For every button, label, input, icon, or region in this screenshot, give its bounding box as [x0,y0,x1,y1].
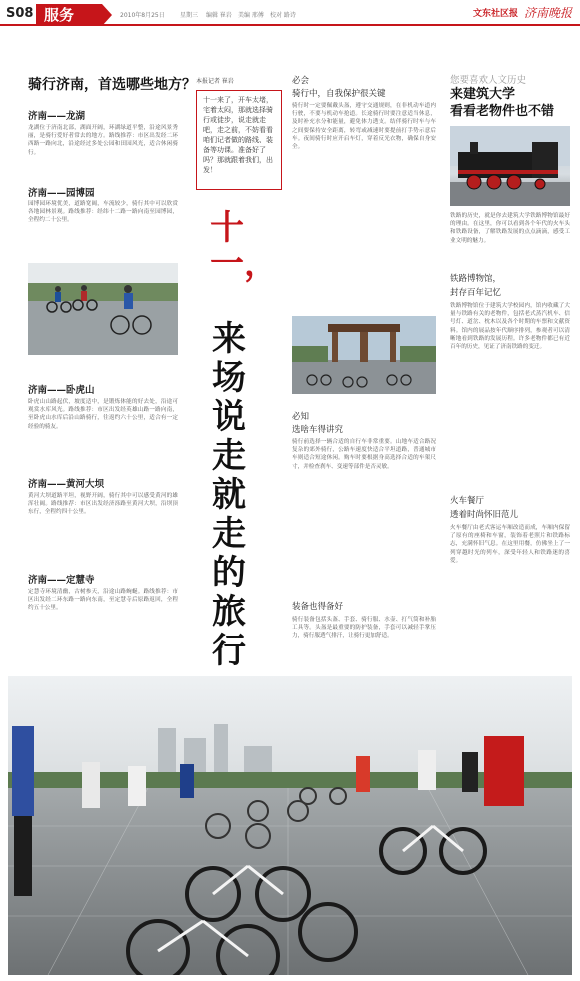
left-heading-2: 济南——园博园 [28,188,95,199]
headline-char: 说 [212,397,246,437]
left-body-1: 龙湖位于济南北部，湖面开阔，环湖绿道平整，沿途风景秀丽，是骑行爱好者常去的地方。路线推荐：市区出发经二环西路一路向北，沿途经过多处公园和田园风光，适合休闲骑行。 [28,125,178,156]
sec2-body: 骑行前选择一辆合适的自行车非常重要。山地车适合路况复杂的郊外骑行，公路车速度快适合平坦道路，普通城市车则适合短途休闲。购车时要根据身高选择合适的车架尺寸，并检查刹车、变速等部件是否灵敏。 [292,439,436,470]
left-body-5: 定慧寺环境清幽，古树参天，沿途山路蜿蜒。路线推荐：市区出发经二环东路一路向东南，至定慧寺后原路返回，全程约五十公里。 [28,589,178,612]
left-body-2: 园博园环境优美，道路宽阔，车流较少，骑行其中可以欣赏各地园林景观。路线推荐：经纬十二路一路向南至园博园，全程约二十公里。 [28,201,178,224]
headline-char: 场 [212,358,246,398]
headline-red: 十一， [210,208,278,284]
sec1-kicker: 必会 [292,76,310,86]
right-intro: 铁路的历史，就是你去建筑大学铁路博物馆最好的理由。在这里，你可以看到各个年代的火车头和铁路设备，了解铁路发展的点点滴滴，感受工业文明的魅力。 [450,213,570,244]
header-date: 2010年8月25日 [120,12,165,19]
sec2-title: 选啥车得讲究 [292,425,344,435]
byline: 本报记者 崔岩 [196,78,234,85]
right-sec1-title2: 封存百年记忆 [450,288,502,298]
brand-logo: 济南晚报 [523,6,572,20]
headline-char: 来 [212,319,246,359]
left-title: 骑行济南，首选哪些地方？ [28,77,196,93]
headline-char: 走 [212,436,246,476]
header-day: 星期三 [180,12,199,19]
right-sec1-title: 铁路博物馆， [450,274,502,284]
headline-char: 走 [212,514,246,554]
brand-name: 文东社区报 [472,9,518,19]
sec3-title: 装备也得备好 [292,602,344,612]
right-sec1-body: 铁路博物馆位于建筑大学校园内，馆内收藏了大量与铁路有关的老物件，包括老式蒸汽机车、信号灯、道岔、枕木以及各个时期的车票和文献资料。馆内的展品按年代顺序排列，参观者可以清晰地看到铁路的发展历程。许多老物件都已有近百年的历史，见证了济南铁路的变迁。 [450,303,570,351]
headline-char: 的 [212,553,246,593]
sec1-title: 骑行中，自我保护很关键 [292,89,386,99]
left-body-3: 卧虎山山路起伏，坡度适中，是锻炼体能的好去处，沿途可观赏水库风光。路线推荐：市区出发经英雄山路一路向南，至卧虎山水库后沿山路骑行，往返约六十公里，适合有一定经验的骑友。 [28,399,178,430]
right-sec2-body: 火车餐厅由老式客运车厢改造而成，车厢内保留了原有的座椅和车窗，装饰着老照片和铁路标志，充满怀旧气息。在这里用餐，仿佛坐上了一列穿越时光的列车，深受年轻人和铁路迷的喜爱。 [450,525,570,564]
header-editor: 编辑 崔岩 [206,12,232,19]
left-heading-5: 济南——定慧寺 [28,575,95,586]
right-sec2-title2: 透着时尚怀旧范儿 [450,510,519,520]
right-title-2: 看看老物件也不错 [450,104,555,119]
header-design: 美编 邢傅 [238,12,264,19]
steam-train-photo [450,126,570,206]
intro-quote: 十一来了，开车太堵，宅着太闷，那就选择骑行或徒步，说走就走吧，走之前，不妨看看咱们记者做的路线、装备等功课。准备好了吗？那就跟着我们，出发！ [196,90,282,190]
header-check: 校对 路诗 [270,12,296,19]
sec2-kicker: 必知 [292,412,310,422]
section-arrow [102,4,112,26]
left-heading-3: 济南——卧虎山 [28,385,95,396]
left-heading-1: 济南——龙湖 [28,111,86,122]
right-title-1: 来建筑大学 [450,87,516,102]
left-body-4: 黄河大坝道路平坦，视野开阔，骑行其中可以感受黄河的雄浑壮阔。路线推荐：市区出发经济泺路至黄河大坝，沿坝顶东行，全程约四十公里。 [28,493,178,516]
headline-char: 行 [212,631,246,671]
section-label: 服务 [36,4,102,26]
sec3-body: 骑行装备包括头盔、手套、骑行服、水壶、打气筒和补胎工具等。头盔是最重要的防护装备，手套可以减轻手掌压力，骑行服透气排汗，让骑行更加舒适。 [292,617,436,640]
headline-char: 旅 [212,592,246,632]
headline-char: 就 [212,475,246,515]
right-gray-title: 您要喜欢人文历史 [450,75,527,86]
sec1-body: 骑行时一定要佩戴头盔，遵守交通规则，在非机动车道内行驶，不要与机动车抢道。长途骑行时要注意适当休息，及时补充水分和能量，避免体力透支。结伴骑行时车与车之间要保持安全距离，转弯或减速时要提前打手势示意后车。夜间骑行时应开启车灯，穿着反光衣物，确保自身安全。 [292,103,436,151]
cyclists-photo [28,263,178,355]
page-number: S08 [6,6,34,21]
park-gate-photo [292,316,436,394]
right-sec2-title: 火车餐厅 [450,496,485,506]
group-bikes-photo [8,676,572,975]
headline-vertical [210,320,248,671]
left-heading-4: 济南——黄河大坝 [28,479,105,490]
